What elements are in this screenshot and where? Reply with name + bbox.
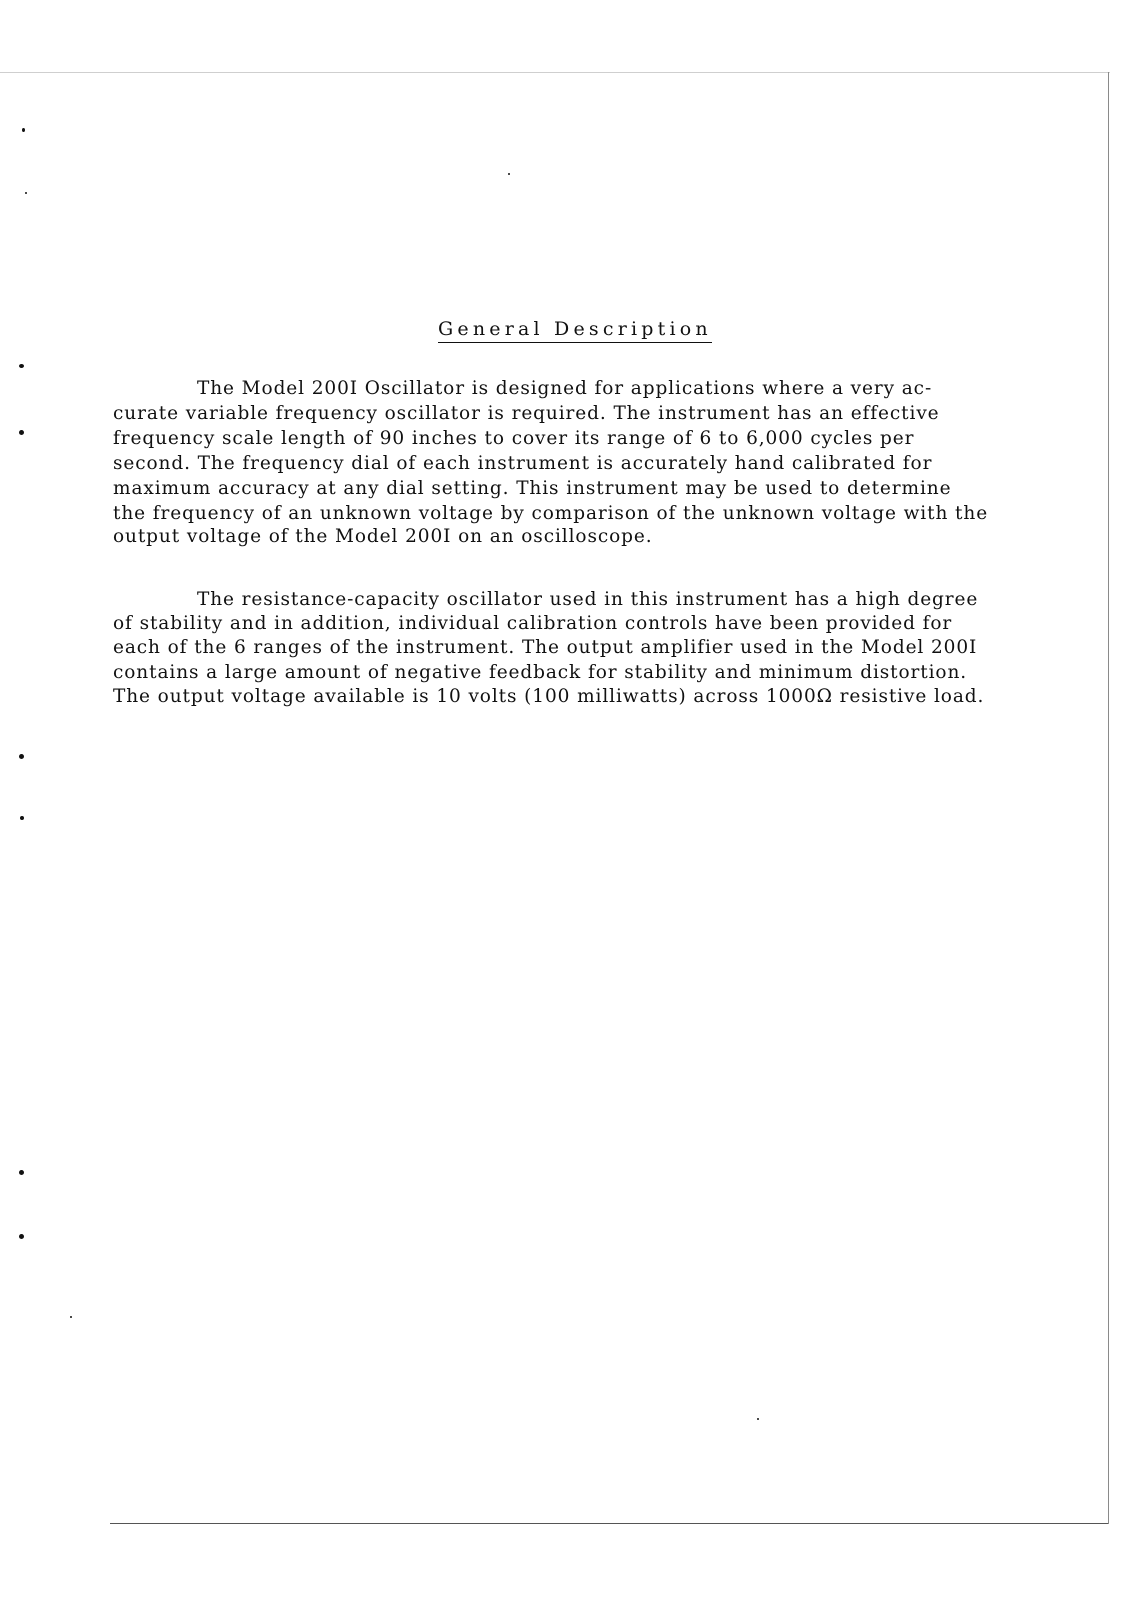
paragraph-line: The resistance-capacity oscillator used in this instrument has a high degree: [197, 589, 979, 610]
scan-speck: [19, 430, 24, 435]
paragraph-line: output voltage of the Model 200I on an oscilloscope.: [113, 526, 653, 547]
paragraph-line: contains a large amount of negative feedback for stability and minimum distortion.: [113, 662, 968, 683]
scan-speck: [25, 192, 27, 194]
paragraph-line: The Model 200I Oscillator is designed for applications where a very ac-: [197, 378, 933, 399]
scan-frame-top: [0, 72, 1110, 73]
scan-speck: [20, 816, 24, 820]
scan-speck: [508, 173, 510, 175]
paragraph-line: maximum accuracy at any dial setting. This instrument may be used to determine: [113, 478, 952, 499]
scan-frame-bottom: [110, 1523, 1108, 1524]
paragraph-line: curate variable frequency oscillator is required. The instrument has an effective: [113, 403, 940, 424]
scan-speck: [757, 1418, 759, 1420]
paragraph-line: frequency scale length of 90 inches to cover its range of 6 to 6,000 cycles per: [113, 428, 915, 449]
scan-frame-right: [1108, 72, 1109, 1524]
scan-speck: [19, 754, 24, 759]
paragraph-line: second. The frequency dial of each instrument is accurately hand calibrated for: [113, 453, 933, 474]
paragraph-line: The output voltage available is 10 volts (100 milliwatts) across 1000Ω resistive load.: [113, 686, 985, 707]
scan-speck: [19, 1170, 24, 1175]
scan-speck: [19, 1234, 24, 1239]
paragraph-line: of stability and in addition, individual calibration controls have been provided for: [113, 613, 953, 634]
scan-speck: [19, 364, 24, 368]
paragraph-line: the frequency of an unknown voltage by comparison of the unknown voltage with the: [113, 503, 989, 524]
scan-speck: [70, 1316, 72, 1318]
page-heading: General Description: [438, 318, 712, 343]
paragraph-line: each of the 6 ranges of the instrument. The output amplifier used in the Model 200I: [113, 637, 978, 658]
scan-speck: [22, 128, 25, 132]
